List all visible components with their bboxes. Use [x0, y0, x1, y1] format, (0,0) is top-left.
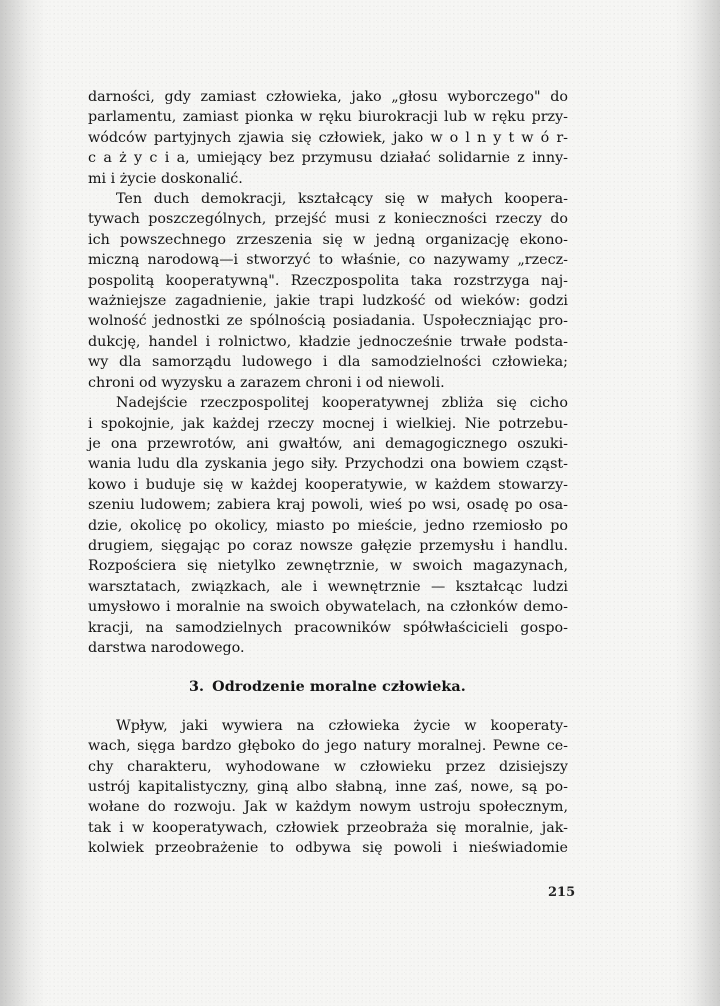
text-line: chroni od wyzysku a zarazem chroni i od niewoli. [88, 374, 445, 391]
text-line: kracji, na samodzielnych pracowników spółwłaścicieli gospo- [88, 619, 568, 636]
text-line: kowo i buduje się w każdej kooperatywie, w każdem stowarzy- [88, 476, 568, 493]
paragraph-1 [88, 87, 568, 189]
text-line: Nadejście rzeczpospolitej kooperatywnej zbliża się cicho [116, 395, 568, 412]
text-line: wódców partyjnych zjawia się człowiek, jako w o l n y t w ó r- [88, 129, 568, 146]
paragraph-3 [88, 393, 568, 658]
text-line: szeniu ludowem; zabiera kraj powoli, wieś po wsi, osadę po osa- [88, 497, 568, 514]
text-line: dukcję, handel i rolnictwo, kładzie jednocześnie trwałe podsta- [88, 333, 568, 350]
text-line: darstwa narodowego. [88, 639, 245, 656]
paragraph-4 [88, 716, 568, 859]
text-line: tak i w kooperatywach, człowiek przeobraża się moralnie, jak- [88, 819, 568, 836]
text-line: miczną narodową—i stworzyć to właśnie, co nazywamy „rzecz- [88, 252, 568, 269]
text-line: ich powszechnego zrzeszenia się w jedną organizację ekono- [88, 231, 568, 248]
text-line: drugiem, sięgając po coraz nowsze gałęzie przemysłu i handlu. [88, 537, 568, 554]
text-line: pospolitą kooperatywną". Rzeczpospolita taka rozstrzyga naj- [88, 272, 568, 289]
text-line: c a ż y c i a, umiejący bez przymusu działać solidarnie z inny- [88, 150, 568, 167]
text-line: tywach poszczególnych, przejść musi z konieczności rzeczy do [88, 211, 568, 228]
text-line: wach, sięga bardzo głęboko do jego natury moralnej. Pewne ce- [88, 738, 568, 755]
text-line: chy charakteru, wyhodowane w człowieku przez dzisiejszy [88, 758, 568, 775]
page-number: 215 [548, 885, 576, 900]
text-line: wania ludu dla zyskania jego siły. Przychodzi ona bowiem cząst- [88, 456, 568, 473]
text-line: ważniejsze zagadnienie, jakie trapi ludzkość od wieków: godzi [88, 293, 568, 310]
text-line: wołane do rozwoju. Jak w każdym nowym ustroju społecznym, [88, 799, 568, 816]
text-line: i spokojnie, jak każdej rzeczy mocnej i wielkiej. Nie potrzebu- [88, 415, 568, 432]
section-heading [88, 677, 568, 697]
text-line: kolwiek przeobrażenie to odbywa się powoli i nieświadomie [88, 840, 568, 857]
text-line: Wpływ, jaki wywiera na człowieka życie w kooperaty- [116, 717, 568, 734]
text-line: dzie, okolicę po okolicy, miasto po mieście, jedno rzemiosło po [88, 517, 568, 534]
text-line: warsztatach, związkach, ale i wewnętrznie — kształcąc ludzi [88, 578, 568, 595]
text-line: Rozpościera się nietylko zewnętrznie, w swoich magazynach, [88, 558, 568, 575]
section-number: 3. [189, 679, 205, 696]
body-text [88, 87, 568, 859]
page-right-shadow [674, 0, 720, 1006]
page-left-shadow [0, 0, 46, 1006]
section-title: Odrodzenie moralne człowieka. [212, 679, 466, 696]
text-line: parlamentu, zamiast pionka w ręku biurokracji lub w ręku przy- [88, 109, 568, 126]
text-line: je ona przewrotów, ani gwałtów, ani demagogicznego oszuki- [88, 435, 568, 452]
text-line: darności, gdy zamiast człowieka, jako „głosu wyborczego" do [88, 89, 568, 105]
paragraph-2 [88, 189, 568, 393]
text-line: wy dla samorządu ludowego i dla samodzielności człowieka; [88, 354, 568, 371]
text-line: Ten duch demokracji, kształcący się w małych koopera- [116, 191, 568, 208]
text-line: umysłowo i moralnie na swoich obywatelach, na członków demo- [88, 599, 568, 616]
text-line: ustrój kapitalistyczny, giną albo słabną, inne zaś, nowe, są po- [88, 779, 568, 795]
text-line: mi i życie doskonalić. [88, 170, 243, 187]
text-line: wolność jednostki ze spólnością posiadania. Uspołeczniając pro- [88, 313, 568, 330]
